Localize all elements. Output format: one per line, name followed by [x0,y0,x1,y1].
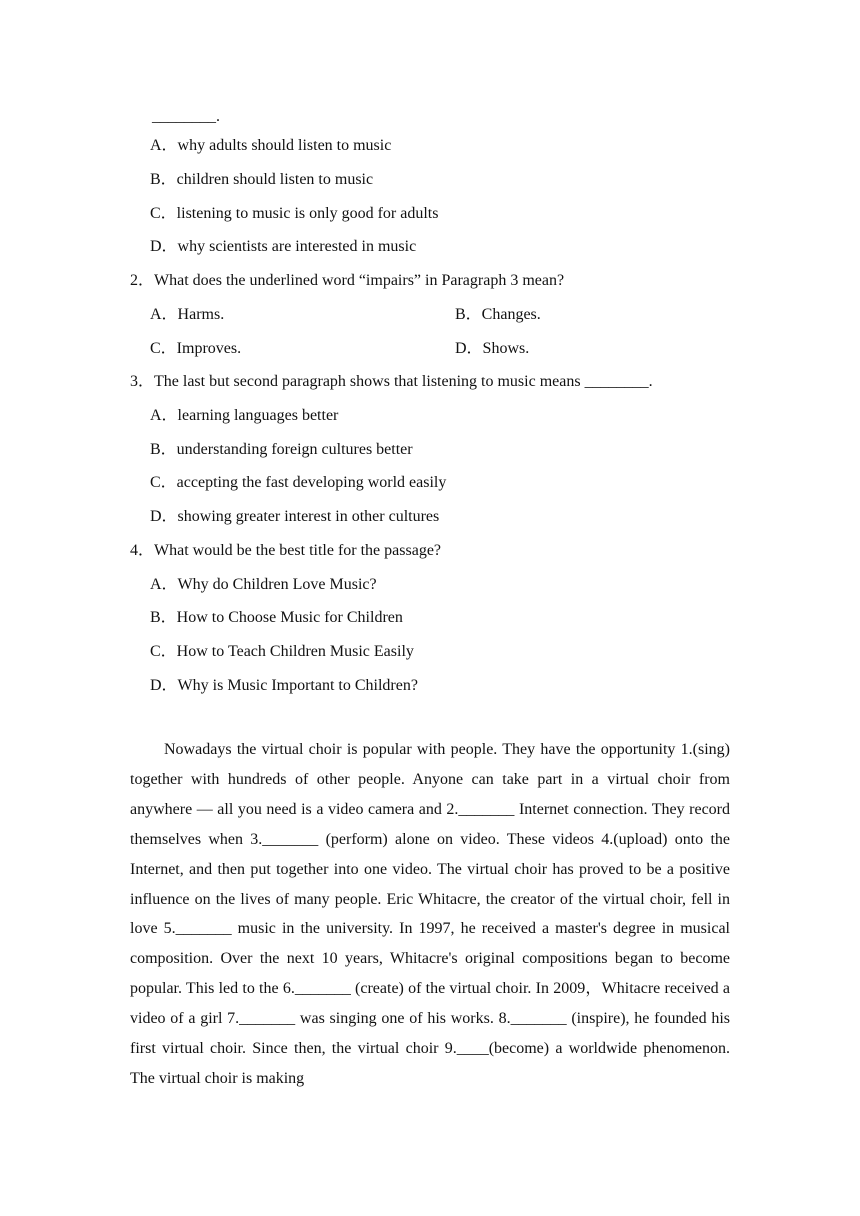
q4-option-d: D．Why is Music Important to Children? [150,677,418,694]
q1-option-d: D．why scientists are interested in music [150,238,417,255]
q2-option-b: B．Changes. [455,306,541,323]
q2-option-a: A．Harms. [150,306,225,323]
q4-stem: 4．What would be the best title for the passage? [130,542,442,559]
cloze-passage: Nowadays the virtual choir is popular with people. They have the opportunity 1.(sing) together with hundreds of other people. Anyone can take part in a virtual choir from anywhere — all you need is a video camera and 2._______ Internet connection. They record themselves when 3._______ (perform) alone on video. These videos 4.(upload) onto the Internet, and then put together into one video. The virtual choir has proved to be a positive influence on the lives of many people. Eric Whitacre, the creator of the virtual choir, fell in love 5._______ music in the university. In 1997, he received a master's degree in musical composition. Over the next 10 years, Whitacre's original compositions began to become popular. This led to the 6._______ (create) of the virtual choir. In 2009，Whitacre received a video of a girl 7._______ was singing one of his works. 8._______ (inspire), he founded his first virtual choir. Since then, the virtual choir 9.____(become) a worldwide phenomenon. The virtual choir is making [130,741,730,1087]
q1-option-a: A．why adults should listen to music [150,137,392,154]
q3-option-c: C．accepting the fast developing world easily [150,474,447,491]
q2-option-c: C．Improves. [150,340,242,357]
q2-stem: 2．What does the underlined word “impairs” in Paragraph 3 mean? [130,272,565,289]
q3-stem: 3．The last but second paragraph shows that listening to music means ________. [130,373,653,390]
q4-option-b: B．How to Choose Music for Children [150,609,403,626]
q3-option-b: B．understanding foreign cultures better [150,441,413,458]
q4-option-a: A．Why do Children Love Music? [150,576,377,593]
q1-option-b: B．children should listen to music [150,171,374,188]
q1-option-c: C．listening to music is only good for adults [150,205,439,222]
q4-option-c: C．How to Teach Children Music Easily [150,643,414,660]
answer-blank: ________. [152,108,220,125]
q3-option-a: A．learning languages better [150,407,339,424]
q3-option-d: D．showing greater interest in other cultures [150,508,440,525]
q2-option-d: D．Shows. [455,340,530,357]
